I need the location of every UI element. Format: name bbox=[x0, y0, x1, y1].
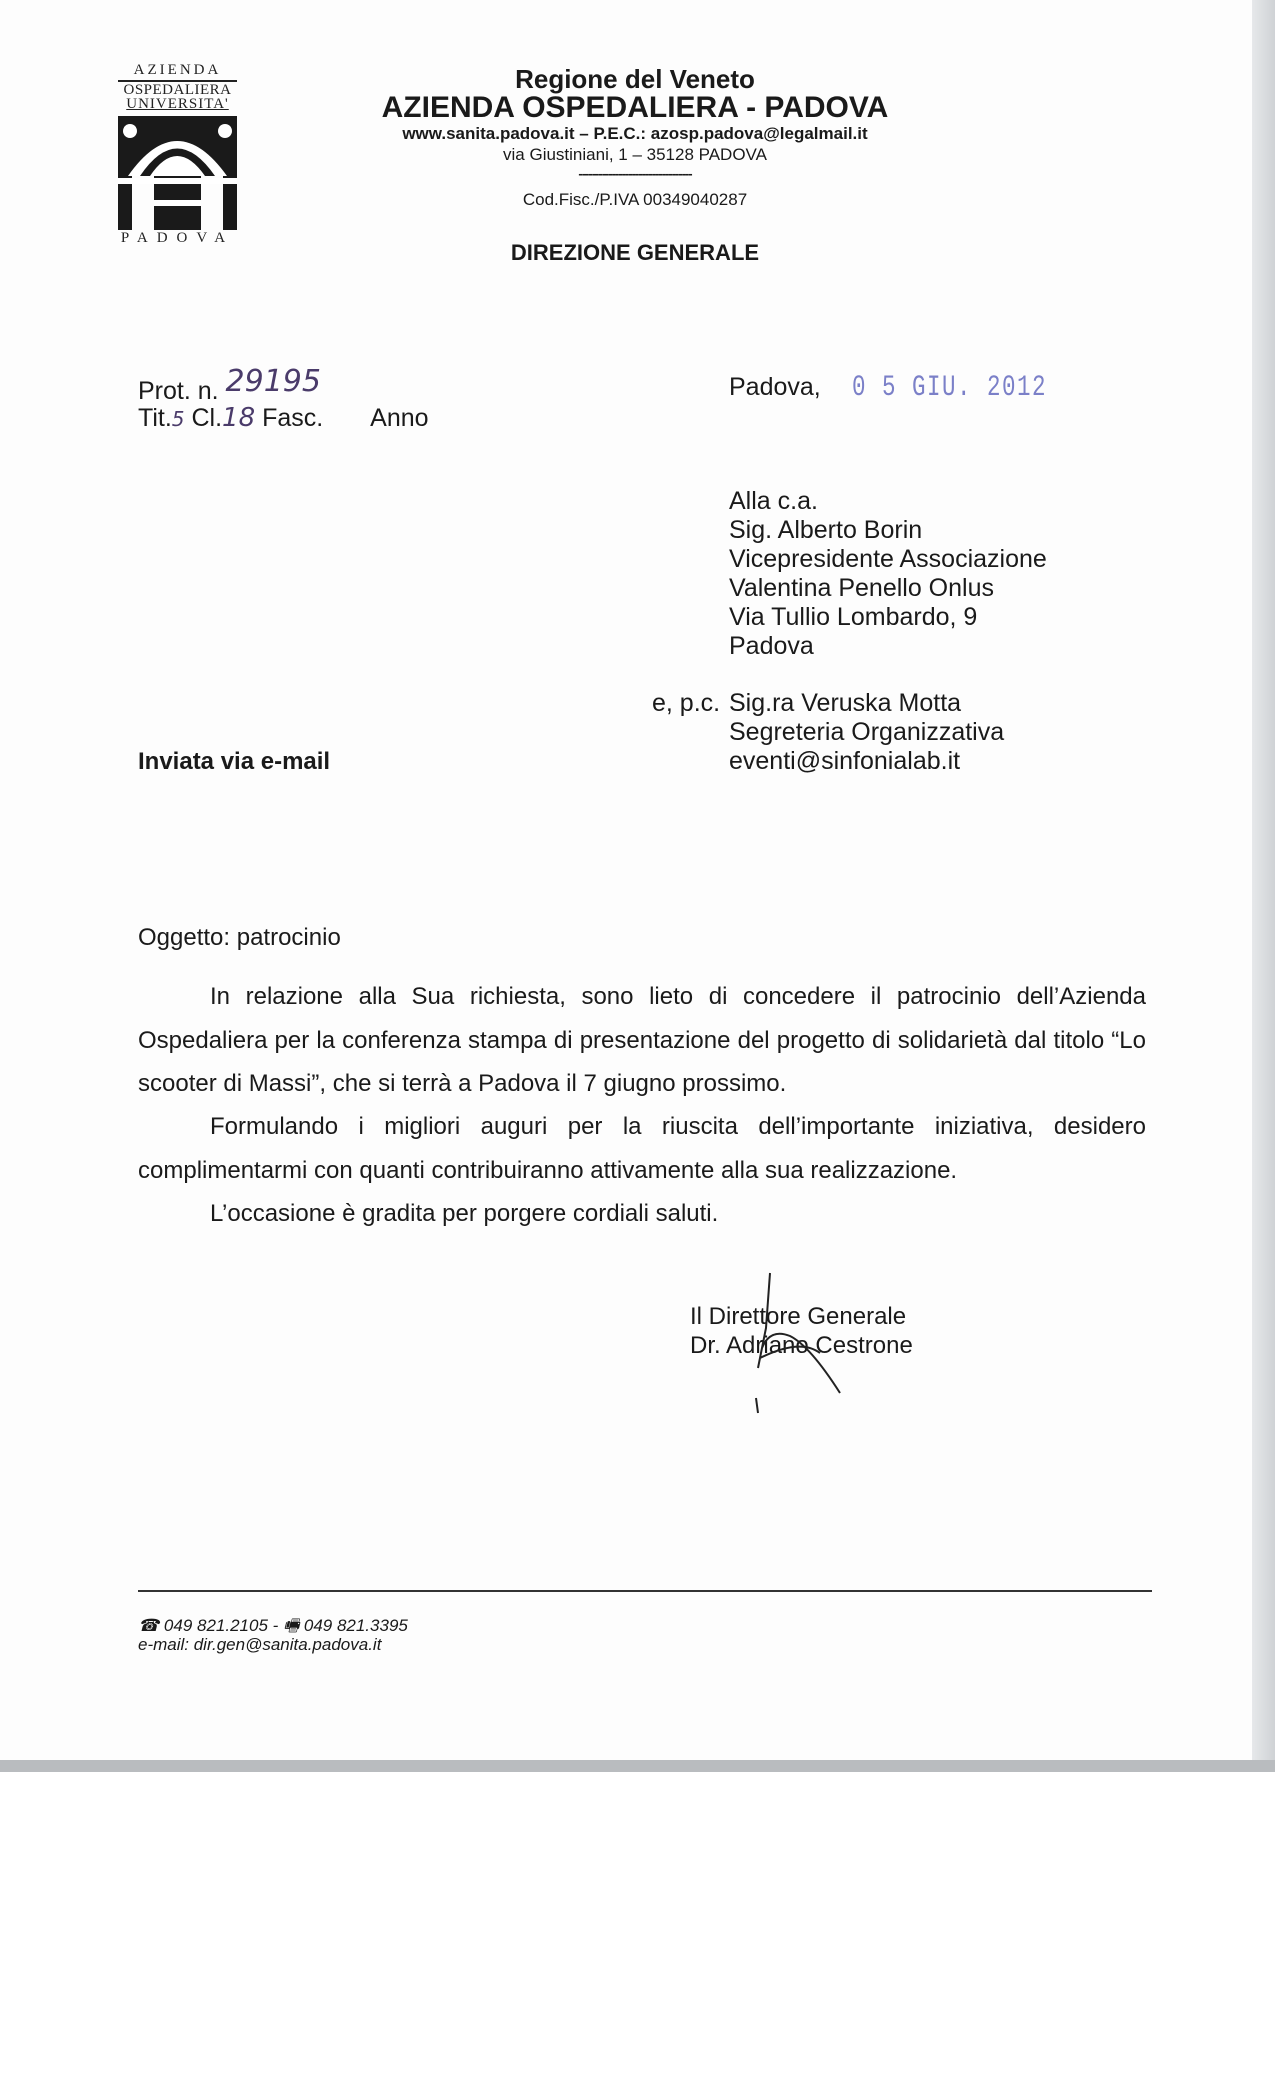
recipient-block bbox=[729, 487, 1047, 661]
footer-fax: 049 821.3395 bbox=[303, 1616, 408, 1635]
recipient-line: Padova bbox=[729, 632, 814, 660]
protocol-line bbox=[138, 364, 321, 407]
prot-label: Prot. n. bbox=[138, 377, 219, 405]
department-name: DIREZIONE GENERALE bbox=[510, 240, 760, 265]
footer-email: e-mail: dir.gen@sanita.padova.it bbox=[138, 1635, 382, 1654]
date-stamp: 0 5 GIU. 2012 bbox=[852, 371, 1048, 405]
scan-edge-bottom bbox=[0, 1760, 1275, 1772]
web-pec-line: www.sanita.padova.it – P.E.C.: azosp.padova@legalmail.it bbox=[402, 124, 868, 143]
organization-name: AZIENDA OSPEDALIERA - PADOVA bbox=[381, 91, 889, 124]
signatory-title: Il Direttore Generale bbox=[690, 1303, 907, 1330]
tit-value-handwritten: 5 bbox=[171, 407, 185, 431]
cc-line: Segreteria Organizzativa bbox=[729, 718, 1005, 746]
tax-id-line: Cod.Fisc./P.IVA 00349040287 bbox=[522, 190, 748, 209]
telephone-icon: ☎ bbox=[138, 1616, 160, 1635]
scan-edge-right bbox=[1252, 0, 1275, 1770]
cc-block bbox=[729, 689, 1004, 776]
tit-label: Tit. bbox=[138, 404, 172, 432]
cl-label: Cl. bbox=[191, 404, 223, 432]
recipient-line: Sig. Alberto Borin bbox=[729, 516, 923, 544]
cl-value-handwritten: 18 bbox=[222, 403, 256, 433]
hospital-arch-logo-icon bbox=[118, 116, 237, 230]
handwritten-signature bbox=[700, 1268, 850, 1418]
subject-line: Oggetto: patrocinio bbox=[138, 924, 341, 951]
cc-email: eventi@sinfonialab.it bbox=[729, 747, 961, 775]
sent-via-note: Inviata via e-mail bbox=[138, 748, 331, 775]
logo-text-azienda: AZIENDA bbox=[133, 62, 222, 78]
footer-phone: 049 821.2105 bbox=[163, 1616, 268, 1635]
place: Padova, bbox=[729, 373, 821, 401]
fax-icon: 🖷 bbox=[283, 1616, 300, 1635]
fasc-label: Fasc. bbox=[262, 404, 324, 432]
body-paragraph: Formulando i migliori auguri per la riuscita dell’importante iniziativa, desidero complimentarmi con quanti contribuiranno attivamente alla sua realizzazione. bbox=[138, 1113, 1146, 1184]
logo-text-universita: UNIVERSITA' bbox=[126, 96, 229, 112]
recipient-line: Alla c.a. bbox=[729, 487, 818, 515]
anno-label: Anno bbox=[370, 404, 429, 432]
recipient-line: Via Tullio Lombardo, 9 bbox=[729, 603, 978, 631]
header-separator: ---------------------------------- bbox=[578, 166, 692, 181]
classification-line bbox=[138, 403, 429, 433]
address-line: via Giustiniani, 1 – 35128 PADOVA bbox=[503, 145, 767, 164]
prot-number-handwritten: 29195 bbox=[225, 364, 321, 399]
body-paragraph: L’occasione è gradita per porgere cordiali saluti. bbox=[210, 1200, 719, 1227]
logo-text-ospedaliera: OSPEDALIERA bbox=[123, 82, 232, 98]
region-name: Regione del Veneto bbox=[515, 64, 755, 94]
recipient-line: Vicepresidente Associazione bbox=[729, 545, 1047, 573]
logo-text-padova: PADOVA bbox=[120, 230, 235, 246]
recipient-line: Valentina Penello Onlus bbox=[729, 574, 994, 602]
cc-line: Sig.ra Veruska Motta bbox=[729, 689, 962, 717]
body-paragraph: In relazione alla Sua richiesta, sono lieto di concedere il patrocinio dell’Azienda Ospedaliera per la conferenza stampa di presentazione del progetto di solidarietà dal titolo “Lo scooter di Massi”, che si terrà a Padova il 7 giugno prossimo. bbox=[138, 983, 1146, 1097]
signatory-name: Dr. Adriano Cestrone bbox=[690, 1332, 913, 1359]
cc-label: e, p.c. bbox=[652, 689, 721, 717]
footer-rule bbox=[138, 1590, 1152, 1592]
footer-separator: - bbox=[272, 1616, 279, 1635]
